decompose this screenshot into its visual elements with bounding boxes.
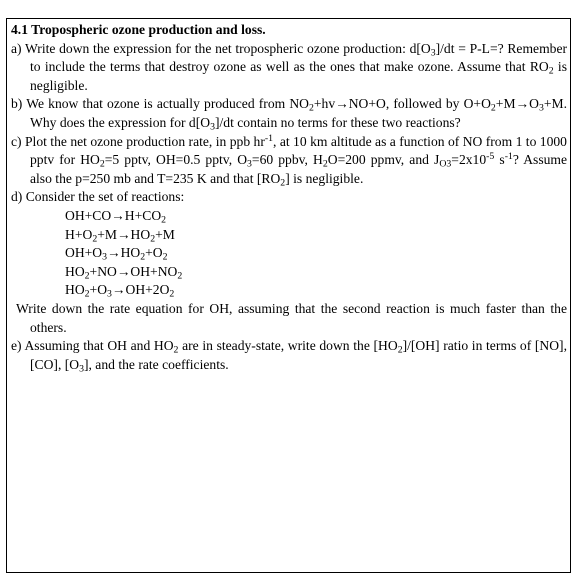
item-b: b) We know that ozone is actually produced from $NO_2+hv\to NO+O$, followed by $O+O_2+M\to O_3+M$. Why does the expression for $d[O_3]/dt$ contain no terms for these two reactions? [11, 96, 567, 133]
reaction-5: $HO_2+O_3\to OH+2O_2$ [65, 282, 175, 301]
item-d-followup: Write down the rate equation for OH, assuming that the second reaction is much faster than the others. [16, 300, 567, 335]
item-c: c) Plot the net ozone production rate, in ppb $hr^{-1}$, at 10 km altitude as a function of NO from 1 to 1000 pptv for $HO_2=5$ pptv, OH=0.5 pptv, $O_3=60$ ppbv, $H_2O=200$ ppmv, and $J_{O3}=2x10^{-5}$ $s^{-1}$? Assume also the p=250 mb and T=235 K and that $[RO_2]$ is negligible. [11, 132, 568, 189]
problem-text [11, 21, 567, 374]
item-a: a) Write down the expression for the net tropospheric ozone production: $d[O_3]/dt = P-L=$? Remember to include the terms that destroy ozone as well as the ones that make ozone. Assume that $RO_2$ is negligible. [11, 40, 567, 93]
item-e: e) Assuming that OH and $HO_2$ are in steady-state, write down the $[HO_2]/[OH]$ ratio in terms of [NO], [CO], $[O_3]$, and the rate coefficients. [11, 338, 567, 375]
problem-title: 4.1 Tropospheric ozone production and loss. [11, 22, 266, 37]
reaction-1: $OH+CO\to H+CO_2$ [65, 207, 167, 226]
reaction-3: $OH+O_3\to HO_2+O_2$ [65, 245, 168, 263]
item-d: d) Consider the set of reactions: [11, 189, 185, 205]
reaction-2: $H+O_2+M\to HO_2+M$ [65, 226, 175, 245]
reaction-4: $HO_2+NO\to OH+NO_2$ [65, 263, 183, 282]
